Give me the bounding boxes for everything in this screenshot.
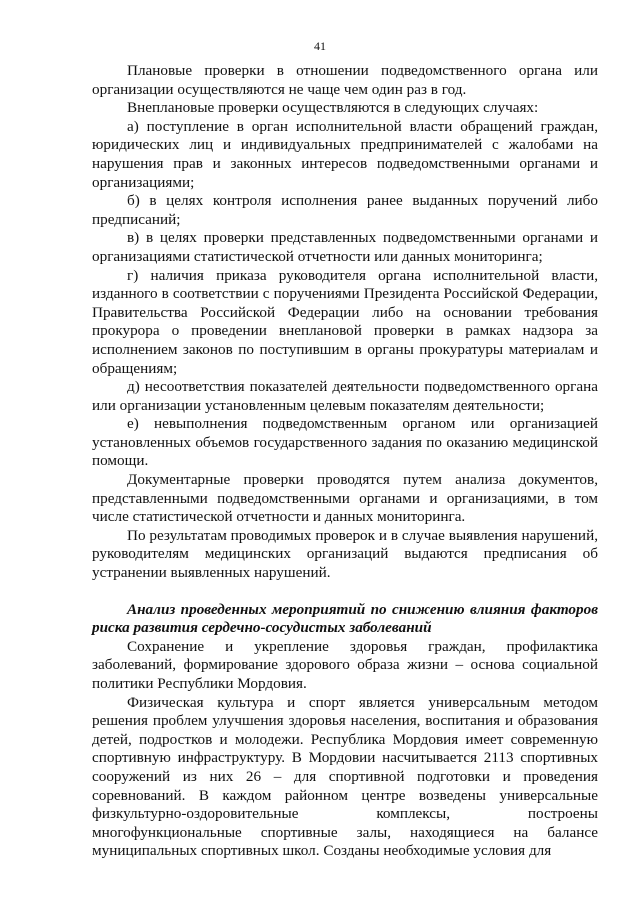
page-number: 41: [314, 39, 326, 53]
list-item-v: в) в целях проверки представленных подведомственными органами и организациями статистической отчетности или данных мониторинга;: [92, 229, 598, 265]
list-item-a: а) поступление в орган исполнительной власти обращений граждан, юридических лиц и индивидуальных предпринимателей с жалобами на нарушения прав и законных интересов подведомственными органами и организациями;: [92, 117, 598, 191]
paragraph-inspection-results: По результатам проводимых проверок и в случае выявления нарушений, руководителям медицинских организаций выдаются предписания об устранении выявленных нарушений.: [92, 526, 598, 582]
paragraph-health-policy: Сохранение и укрепление здоровья граждан, профилактика заболеваний, формирование здорового образа жизни – основа социальной политики Республики Мордовия.: [92, 637, 598, 692]
paragraph-unplanned-intro: Внеплановые проверки осуществляются в следующих случаях:: [127, 99, 539, 117]
list-item-e: е) невыполнения подведомственным органом или организацией установленных объемов государственного задания по оказанию медицинской помощи.: [92, 415, 598, 470]
document-body: [92, 62, 598, 861]
paragraph-documentary-inspections: Документарные проверки проводятся путем анализа документов, представленными подведомственными органами и организациями, в том числе статистической отчетности и данных мониторинга.: [92, 471, 598, 526]
list-item-b: б) в целях контроля исполнения ранее выданных поручений либо предписаний;: [92, 192, 598, 228]
section-heading: Анализ проведенных мероприятий по снижению влияния факторов риска развития сердечно-сосудистых заболеваний: [92, 600, 598, 637]
list-item-d: д) несоответствия показателей деятельности подведомственного органа или организации установленным целевым показателям деятельности;: [92, 378, 598, 414]
paragraph-planned-inspections: Плановые проверки в отношении подведомственного органа или организации осуществляются не чаще чем один раз в год.: [92, 62, 598, 98]
paragraph-sports-infrastructure: Физическая культура и спорт является универсальным методом решения проблем улучшения здоровья населения, воспитания и образования детей, подростков и молодежи. Республика Мордовия имеет современную спортивную инфраструктуру. В Мордовии насчитывается 2113 спортивных сооружений из них 26 – для спортивной подготовки и проведения соревнований. В каждом районном центре возведены универсальные физкультурно-оздоровительные комплексы, построены многофункциональные спортивные залы, находящиеся на балансе муниципальных спортивных школ. Созданы необходимые условия для: [92, 693, 598, 860]
list-item-g: г) наличия приказа руководителя органа исполнительной власти, изданного в соответствии с поручениями Президента Российской Федерации, Правительства Российской Федерации либо на основании требования прокурора о проведении внеплановой проверки в рамках надзора за исполнением законов по поступившим в органы прокуратуры материалам и обращениям;: [92, 266, 598, 377]
